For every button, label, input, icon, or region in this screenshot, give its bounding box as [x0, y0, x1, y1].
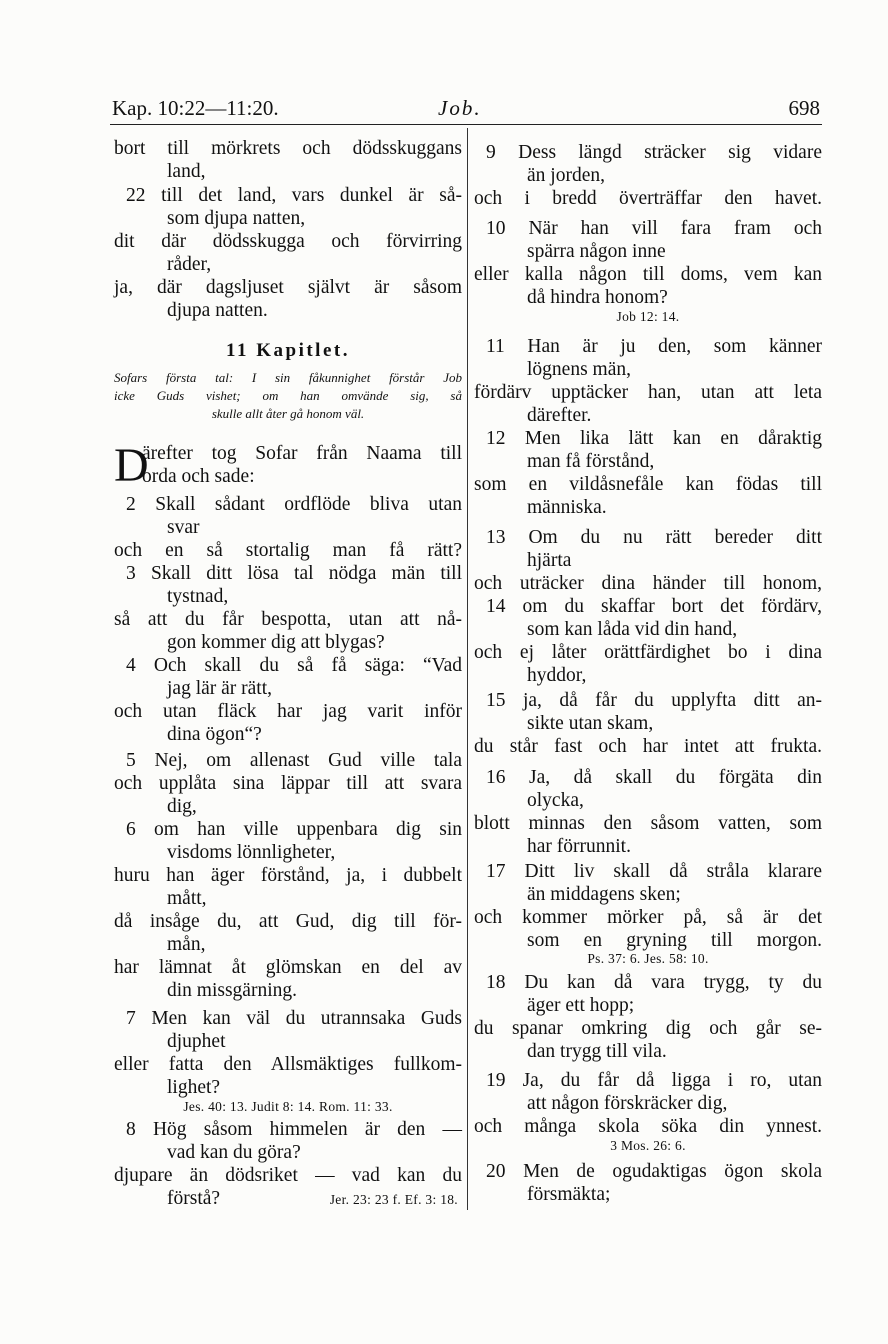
verse-line: 20 Men de ogudaktigas ögon skola — [486, 1161, 822, 1182]
text-line: djupa natten. — [167, 300, 268, 321]
verse-line: 8 Hög såsom himmelen är den — — [126, 1119, 462, 1140]
cross-reference: Jes. 40: 13. Judit 8: 14. Rom. 11: 33. — [183, 1099, 393, 1114]
text-line: och många skola söka din ynnest. — [474, 1116, 822, 1137]
text-line: har lämnat åt glömskan en del av — [114, 957, 462, 978]
cross-reference: Jer. 23: 23 f. Ef. 3: 18. — [329, 1192, 458, 1207]
text-line: eller kalla någon till doms, vem kan — [474, 264, 822, 285]
text-line: och en så stortalig man få rätt? — [114, 540, 462, 561]
drop-cap: D — [114, 439, 149, 492]
text-line: dina ögon“? — [167, 724, 262, 745]
text-line: lighet? — [167, 1077, 221, 1098]
opening-line: orda och sade: — [142, 466, 255, 487]
text-line: och ej låter orättfärdighet bo i dina — [474, 642, 822, 663]
text-line: än jorden, — [527, 165, 605, 186]
chapter-heading: 11 Kapitlet. — [226, 340, 350, 361]
text-line: försmäkta; — [527, 1184, 611, 1205]
cross-reference: Job 12: 14. — [616, 309, 680, 324]
text-line: och i bredd överträffar den havet. — [474, 188, 822, 209]
text-line: och kommer mörker på, så är det — [474, 907, 822, 928]
verse-line: 10 När han vill fara fram och — [486, 218, 822, 239]
text-line: spärra någon inne — [527, 241, 666, 262]
verse-line: 2 Skall sådant ordflöde bliva utan — [126, 494, 462, 515]
verse-line: 5 Nej, om allenast Gud ville tala — [126, 750, 462, 771]
text-line: därefter. — [527, 405, 592, 426]
text-line: bort till mörkrets och dödsskuggans — [114, 138, 462, 159]
text-line: som en gryning till morgon. — [527, 930, 822, 951]
text-line: än middagens sken; — [527, 884, 681, 905]
text-line: och uträcker dina händer till honom, — [474, 573, 822, 594]
verse-line: 11 Han är ju den, som känner — [486, 336, 822, 357]
text-line: djuphet — [167, 1031, 226, 1052]
opening-line: ärefter tog Sofar från Naama till — [142, 443, 462, 464]
verse-line: 14 om du skaffar bort det fördärv, — [486, 596, 822, 617]
text-line: då insåge du, att Gud, dig till för- — [114, 911, 462, 932]
running-header — [110, 95, 822, 125]
text-line: fördärv upptäcker han, utan att leta — [474, 382, 822, 403]
text-line: gon kommer dig att blygas? — [167, 632, 385, 653]
verse-line: 6 om han ville uppenbara dig sin — [126, 819, 462, 840]
text-line: sikte utan skam, — [527, 713, 654, 734]
text-line: du spanar omkring dig och går se- — [474, 1018, 822, 1039]
text-line: dan trygg till vila. — [527, 1041, 667, 1062]
text-line: svar — [167, 517, 200, 538]
text-line: man få förstånd, — [527, 451, 655, 472]
book-title: Job. — [438, 96, 482, 120]
text-line: människa. — [527, 497, 607, 518]
text-line: och utan fläck har jag varit inför — [114, 701, 462, 722]
verse-line: 18 Du kan då vara trygg, ty du — [486, 972, 822, 993]
verse-line: 12 Men lika lätt kan en dåraktig — [486, 428, 822, 449]
verse-line: 17 Ditt liv skall då stråla klarare — [486, 861, 822, 882]
verse-line: 7 Men kan väl du utrannsaka Guds — [126, 1008, 462, 1029]
text-line: råder, — [167, 254, 212, 275]
text-line: mån, — [167, 934, 206, 955]
text-line: land, — [167, 161, 206, 182]
text-line: som en vildåsnefåle kan födas till — [474, 474, 822, 495]
text-line: vad kan du göra? — [167, 1142, 301, 1163]
text-line: visdoms lönnligheter, — [167, 842, 336, 863]
verse-line: 9 Dess längd sträcker sig vidare — [486, 142, 822, 163]
text-line: hjärta — [527, 550, 572, 571]
text-line: och upplåta sina läppar till att svara — [114, 773, 462, 794]
verse-line: 15 ja, då får du upplyfta ditt an- — [486, 690, 822, 711]
text-line: du står fast och har intet att frukta. — [474, 736, 822, 757]
text-line: hyddor, — [527, 665, 587, 686]
text-line: huru han äger förstånd, ja, i dubbelt — [114, 865, 462, 886]
text-line: som djupa natten, — [167, 208, 306, 229]
text-line: som kan låda vid din hand, — [527, 619, 738, 640]
chapter-range: Kap. 10:22—11:20. — [112, 96, 279, 120]
text-line: tystnad, — [167, 586, 229, 607]
column-divider — [467, 128, 468, 1210]
verse-line: 13 Om du nu rätt bereder ditt — [486, 527, 822, 548]
verse-line: 4 Och skall du så få säga: “Vad — [126, 655, 462, 676]
text-line: så att du får bespotta, utan att nå- — [114, 609, 462, 630]
text-line: förstå? — [167, 1188, 221, 1209]
verse-line: 16 Ja, då skall du förgäta din — [486, 767, 822, 788]
text-line: din missgärning. — [167, 980, 297, 1001]
cross-reference: 3 Mos. 26: 6. — [610, 1138, 686, 1153]
verse-line: 19 Ja, du får då ligga i ro, utan — [486, 1070, 822, 1091]
text-line: att någon förskräcker dig, — [527, 1093, 728, 1114]
text-line: blott minnas den såsom vatten, som — [474, 813, 822, 834]
page-number: 698 — [788, 96, 820, 120]
verse-line: 22 till det land, vars dunkel är så- — [126, 185, 462, 206]
chapter-summary-line: Sofars första tal: I sin fåkunnighet förstår Job — [114, 370, 462, 385]
text-line: har förrunnit. — [527, 836, 631, 857]
text-line: mått, — [167, 888, 207, 909]
text-line: eller fatta den Allsmäktiges fullkom- — [114, 1054, 462, 1075]
text-line: då hindra honom? — [527, 287, 668, 308]
cross-reference: Ps. 37: 6. Jes. 58: 10. — [587, 951, 709, 966]
text-line: dit där dödsskugga och förvirring — [114, 231, 462, 252]
text-line: djupare än dödsriket — vad kan du — [114, 1165, 462, 1186]
verse-line: 3 Skall ditt lösa tal nödga män till — [126, 563, 462, 584]
text-line: äger ett hopp; — [527, 995, 635, 1016]
text-line: jag lär är rätt, — [167, 678, 273, 699]
text-line: dig, — [167, 796, 197, 817]
header-rule — [110, 124, 822, 125]
chapter-summary-line: skulle allt åter gå honom väl. — [211, 406, 365, 421]
text-line: lögnens män, — [527, 359, 631, 380]
text-line: ja, där dagsljuset självt är såsom — [114, 277, 462, 298]
text-line: olycka, — [527, 790, 584, 811]
chapter-summary-line: icke Guds vishet; om han omvände sig, så — [114, 388, 462, 403]
